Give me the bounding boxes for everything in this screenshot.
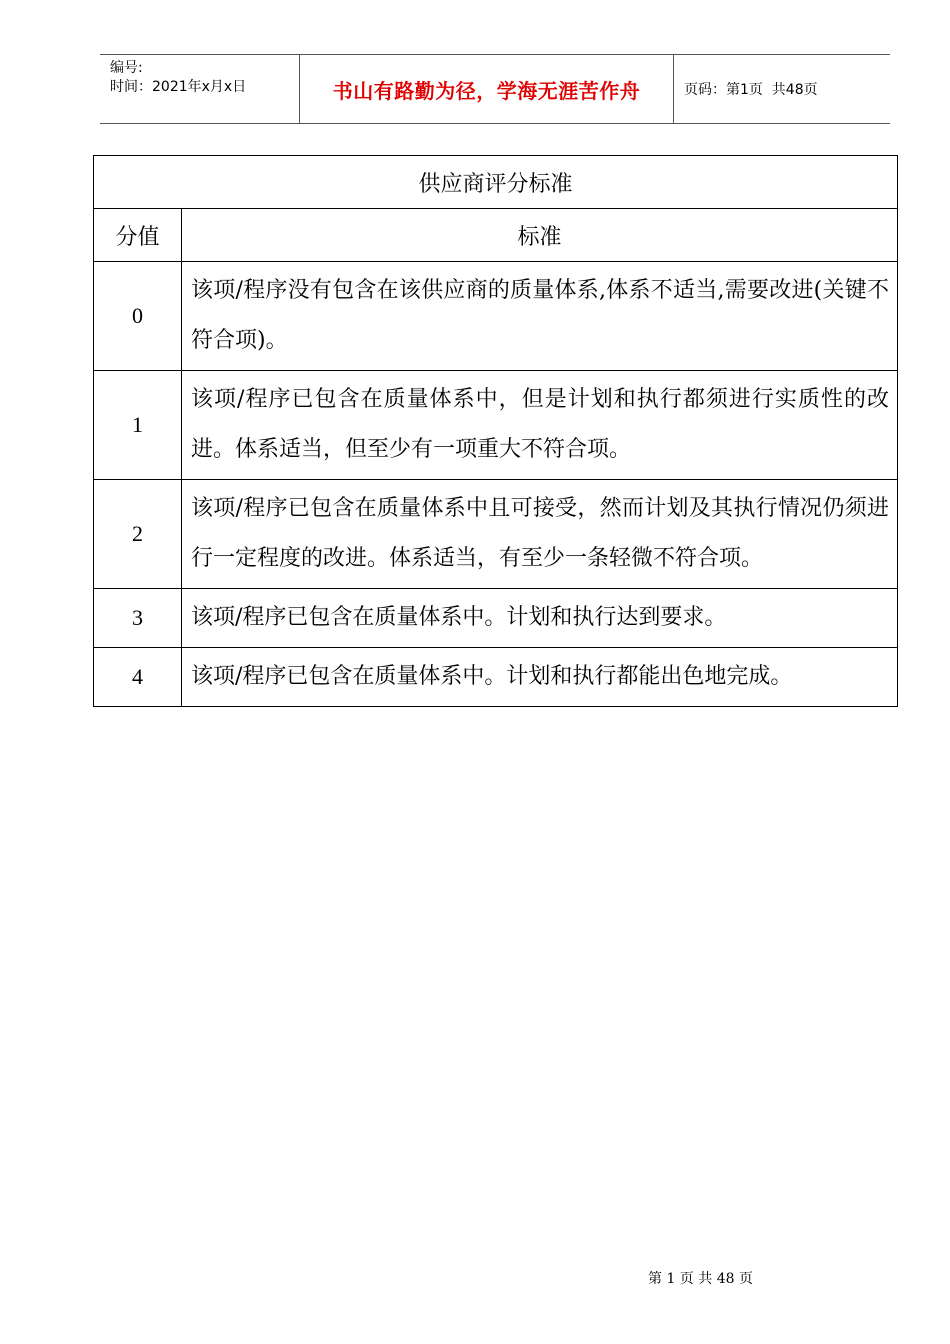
criteria-cell: 该项/程序没有包含在该供应商的质量体系,体系不适当,需要改进(关键不符合项)。 [182, 262, 898, 371]
page-header [100, 54, 890, 124]
score-cell: 0 [94, 262, 182, 371]
supplier-score-table [93, 155, 898, 707]
criteria-cell: 该项/程序已包含在质量体系中，但是计划和执行都须进行实质性的改进。体系适当，但至少有一项重大不符合项。 [182, 371, 898, 480]
table-row [94, 480, 898, 589]
table-row [94, 262, 898, 371]
table-title-row [94, 156, 898, 209]
criteria-cell: 该项/程序已包含在质量体系中。计划和执行达到要求。 [182, 589, 898, 648]
table-header-row [94, 209, 898, 262]
score-cell: 4 [94, 648, 182, 707]
page-info-text: 页码：第1页 共48页 [684, 82, 818, 98]
criteria-cell: 该项/程序已包含在质量体系中且可接受，然而计划及其执行情况仍须进行一定程度的改进。体系适当，有至少一条轻微不符合项。 [182, 480, 898, 589]
table-row [94, 648, 898, 707]
header-page-info [674, 55, 890, 123]
header-motto: 书山有路勤为径，学海无涯苦作舟 [300, 55, 674, 123]
score-cell: 1 [94, 371, 182, 480]
criteria-cell: 该项/程序已包含在质量体系中。计划和执行都能出色地完成。 [182, 648, 898, 707]
score-cell: 3 [94, 589, 182, 648]
page-footer: 第 1 页 共 48 页 [648, 1271, 753, 1287]
time-label: 时间：2021年x月x日 [110, 79, 247, 95]
column-header-score: 分值 [94, 209, 182, 262]
score-cell: 2 [94, 480, 182, 589]
table-row [94, 589, 898, 648]
table-title: 供应商评分标准 [94, 156, 898, 209]
header-meta [100, 55, 300, 123]
number-label: 编号: [110, 60, 143, 76]
column-header-criteria: 标准 [182, 209, 898, 262]
table-row [94, 371, 898, 480]
